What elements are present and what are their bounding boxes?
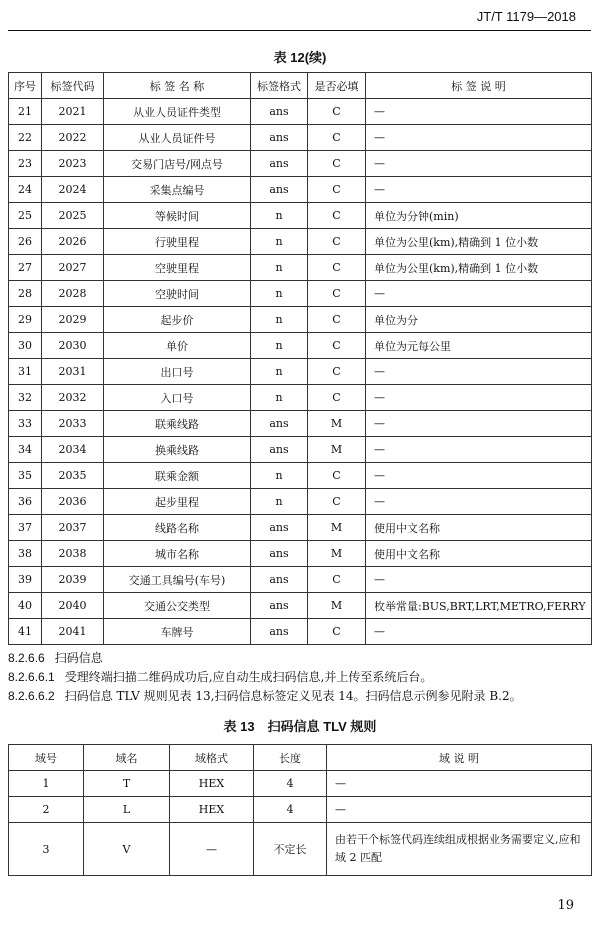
clause-text: 扫码信息 TLV 规则见表 13,扫码信息标签定义见表 14。扫码信息示例参见附录 B.2。	[64, 689, 522, 703]
table-cell: —	[366, 385, 592, 411]
table-cell: 等候时间	[104, 203, 251, 229]
table-13	[8, 744, 592, 876]
standard-number: JT/T 1179—2018	[476, 9, 576, 24]
table-cell: M	[308, 411, 366, 437]
table-row	[9, 771, 592, 797]
table-row	[9, 99, 592, 125]
table-cell: 4	[254, 797, 327, 823]
table-cell: 从业人员证件类型	[104, 99, 251, 125]
table-cell: C	[308, 255, 366, 281]
table-cell: C	[308, 333, 366, 359]
table-cell: C	[308, 229, 366, 255]
table-cell: 起步价	[104, 307, 251, 333]
table-cell: 2025	[42, 203, 104, 229]
table-row	[9, 281, 592, 307]
table-cell: ans	[251, 619, 308, 645]
table-12	[8, 72, 592, 645]
table-cell: ans	[251, 567, 308, 593]
para-8-2-6-6-2	[8, 688, 522, 704]
table-cell: 入口号	[104, 385, 251, 411]
table-cell: —	[366, 151, 592, 177]
table-cell: —	[366, 489, 592, 515]
table-cell: 使用中文名称	[366, 515, 592, 541]
col-header-desc: 标 签 说 明	[366, 73, 592, 99]
table-cell: 2021	[42, 99, 104, 125]
table-cell: 2032	[42, 385, 104, 411]
table-cell: —	[366, 359, 592, 385]
table-cell: ans	[251, 177, 308, 203]
table-row	[9, 307, 592, 333]
table-cell: 单位为公里(km),精确到 1 位小数	[366, 255, 592, 281]
table-cell: 2026	[42, 229, 104, 255]
table-cell: M	[308, 593, 366, 619]
table-cell: C	[308, 385, 366, 411]
table-cell: 单位为元每公里	[366, 333, 592, 359]
table-cell: 38	[9, 541, 42, 567]
col-header-name: 标 签 名 称	[104, 73, 251, 99]
table-cell: —	[366, 125, 592, 151]
table-row	[9, 177, 592, 203]
table-cell: 24	[9, 177, 42, 203]
table-cell: 26	[9, 229, 42, 255]
table-cell: 2022	[42, 125, 104, 151]
table-cell: C	[308, 281, 366, 307]
table-cell: L	[84, 797, 170, 823]
table-cell: 3	[9, 823, 84, 876]
table-cell: 线路名称	[104, 515, 251, 541]
table-cell: 25	[9, 203, 42, 229]
table-cell: 2036	[42, 489, 104, 515]
table-cell: 不定长	[254, 823, 327, 876]
table-cell: ans	[251, 593, 308, 619]
col-header-field-desc: 域 说 明	[327, 745, 592, 771]
clause-text: 扫码信息	[54, 651, 103, 665]
table-cell: 从业人员证件号	[104, 125, 251, 151]
table-cell: 联乘线路	[104, 411, 251, 437]
table-cell: 4	[254, 771, 327, 797]
clause-number: 8.2.6.6.2	[8, 689, 55, 703]
table-cell: 起步里程	[104, 489, 251, 515]
table-cell: 28	[9, 281, 42, 307]
table-cell: 22	[9, 125, 42, 151]
table-cell: ans	[251, 125, 308, 151]
table-cell: 出口号	[104, 359, 251, 385]
para-8-2-6-6	[8, 650, 103, 666]
page-number: 19	[557, 898, 574, 913]
table-cell: C	[308, 489, 366, 515]
table-cell: 33	[9, 411, 42, 437]
table-cell: n	[251, 229, 308, 255]
table-cell: 2038	[42, 541, 104, 567]
table-row	[9, 255, 592, 281]
table12-caption: 表 12(续)	[273, 50, 327, 65]
table-cell: 37	[9, 515, 42, 541]
clause-number: 8.2.6.6	[8, 651, 45, 665]
table-cell: n	[251, 281, 308, 307]
table-cell: ans	[251, 151, 308, 177]
table-cell: 城市名称	[104, 541, 251, 567]
table-cell: 23	[9, 151, 42, 177]
table-cell: —	[366, 177, 592, 203]
table-cell: T	[84, 771, 170, 797]
table-cell: C	[308, 307, 366, 333]
table-cell: C	[308, 151, 366, 177]
table-cell: C	[308, 99, 366, 125]
table-cell: 2039	[42, 567, 104, 593]
table-cell: 39	[9, 567, 42, 593]
table-cell: 交通公交类型	[104, 593, 251, 619]
table-cell: 2041	[42, 619, 104, 645]
table-cell: —	[366, 567, 592, 593]
table-cell: 2027	[42, 255, 104, 281]
table-cell: —	[327, 771, 592, 797]
table-row	[9, 125, 592, 151]
table-row	[9, 385, 592, 411]
table-cell: 联乘金额	[104, 463, 251, 489]
para-8-2-6-6-1	[8, 669, 432, 685]
table-cell: n	[251, 333, 308, 359]
table-row	[9, 541, 592, 567]
table-row	[9, 229, 592, 255]
table-row	[9, 437, 592, 463]
table-row	[9, 797, 592, 823]
table-row	[9, 515, 592, 541]
table-cell: ans	[251, 515, 308, 541]
table13-caption: 表 13 扫码信息 TLV 规则	[223, 719, 377, 734]
header-rule	[8, 30, 591, 31]
table-header-row	[9, 73, 592, 99]
table-cell: 单位为分钟(min)	[366, 203, 592, 229]
table-row	[9, 411, 592, 437]
table-row	[9, 593, 592, 619]
table-row	[9, 359, 592, 385]
col-header-field-format: 域格式	[170, 745, 254, 771]
col-header-field-no: 域号	[9, 745, 84, 771]
table-cell: 2040	[42, 593, 104, 619]
table-cell: 单位为公里(km),精确到 1 位小数	[366, 229, 592, 255]
table-cell: 2037	[42, 515, 104, 541]
table-cell: 2023	[42, 151, 104, 177]
table-cell: —	[366, 463, 592, 489]
table-row	[9, 567, 592, 593]
table-cell: 2033	[42, 411, 104, 437]
col-header-length: 长度	[254, 745, 327, 771]
table-cell: 40	[9, 593, 42, 619]
table-cell: 空驶时间	[104, 281, 251, 307]
table-cell: 34	[9, 437, 42, 463]
table-cell: 2031	[42, 359, 104, 385]
table-cell: —	[366, 411, 592, 437]
table-row	[9, 463, 592, 489]
col-header-code: 标签代码	[42, 73, 104, 99]
table-cell: 2028	[42, 281, 104, 307]
table-cell: n	[251, 307, 308, 333]
table-cell: ans	[251, 541, 308, 567]
table-cell: —	[366, 281, 592, 307]
table-cell: 2029	[42, 307, 104, 333]
table-cell: 采集点编号	[104, 177, 251, 203]
table-header-row	[9, 745, 592, 771]
table-cell: 单价	[104, 333, 251, 359]
table-cell: C	[308, 125, 366, 151]
table-cell: —	[366, 619, 592, 645]
table-cell: 空驶里程	[104, 255, 251, 281]
table-row	[9, 619, 592, 645]
table-cell: M	[308, 541, 366, 567]
table-cell: C	[308, 567, 366, 593]
table-cell: n	[251, 463, 308, 489]
table-cell: 行驶里程	[104, 229, 251, 255]
table-cell: 2030	[42, 333, 104, 359]
table-cell: 2035	[42, 463, 104, 489]
table-cell: ans	[251, 411, 308, 437]
table-cell: 29	[9, 307, 42, 333]
table-cell: 2024	[42, 177, 104, 203]
table-cell: 41	[9, 619, 42, 645]
table-row	[9, 151, 592, 177]
table-cell: 单位为分	[366, 307, 592, 333]
table-cell: C	[308, 463, 366, 489]
table-cell: 36	[9, 489, 42, 515]
table-cell: 1	[9, 771, 84, 797]
col-header-field-name: 域名	[84, 745, 170, 771]
col-header-seq: 序号	[9, 73, 42, 99]
table-cell: C	[308, 619, 366, 645]
table-cell: 31	[9, 359, 42, 385]
table-cell: C	[308, 359, 366, 385]
col-header-required: 是否必填	[308, 73, 366, 99]
table-cell: M	[308, 437, 366, 463]
table-cell: 2	[9, 797, 84, 823]
table-cell: 车牌号	[104, 619, 251, 645]
table-cell: n	[251, 203, 308, 229]
table-cell: 30	[9, 333, 42, 359]
table-cell: M	[308, 515, 366, 541]
table-cell: —	[170, 823, 254, 876]
table-cell: —	[327, 797, 592, 823]
table-cell: 枚举常量:BUS,BRT,LRT,METRO,FERRY	[366, 593, 592, 619]
table-cell: C	[308, 177, 366, 203]
table-cell: 2034	[42, 437, 104, 463]
table-row	[9, 489, 592, 515]
table-cell: n	[251, 255, 308, 281]
table-cell: HEX	[170, 771, 254, 797]
table-row	[9, 823, 592, 876]
table-cell: 35	[9, 463, 42, 489]
table-cell: 使用中文名称	[366, 541, 592, 567]
clause-text: 受理终端扫描二维码成功后,应自动生成扫码信息,并上传至系统后台。	[64, 670, 433, 684]
col-header-format: 标签格式	[251, 73, 308, 99]
table-cell: n	[251, 489, 308, 515]
table-cell: n	[251, 359, 308, 385]
table-cell: 32	[9, 385, 42, 411]
table-cell: ans	[251, 99, 308, 125]
table-cell: 27	[9, 255, 42, 281]
table-row	[9, 203, 592, 229]
table-cell: 换乘线路	[104, 437, 251, 463]
table-cell: —	[366, 99, 592, 125]
table-row	[9, 333, 592, 359]
clause-number: 8.2.6.6.1	[8, 670, 55, 684]
table-cell: —	[366, 437, 592, 463]
table-cell: 交通工具编号(车号)	[104, 567, 251, 593]
table-cell: ans	[251, 437, 308, 463]
table-cell: HEX	[170, 797, 254, 823]
table-cell: 交易门店号/网点号	[104, 151, 251, 177]
table-cell: C	[308, 203, 366, 229]
table-cell: 由若干个标签代码连续组成根据业务需要定义,应和域 2 匹配	[327, 823, 592, 876]
table-cell: V	[84, 823, 170, 876]
table-cell: n	[251, 385, 308, 411]
table-cell: 21	[9, 99, 42, 125]
